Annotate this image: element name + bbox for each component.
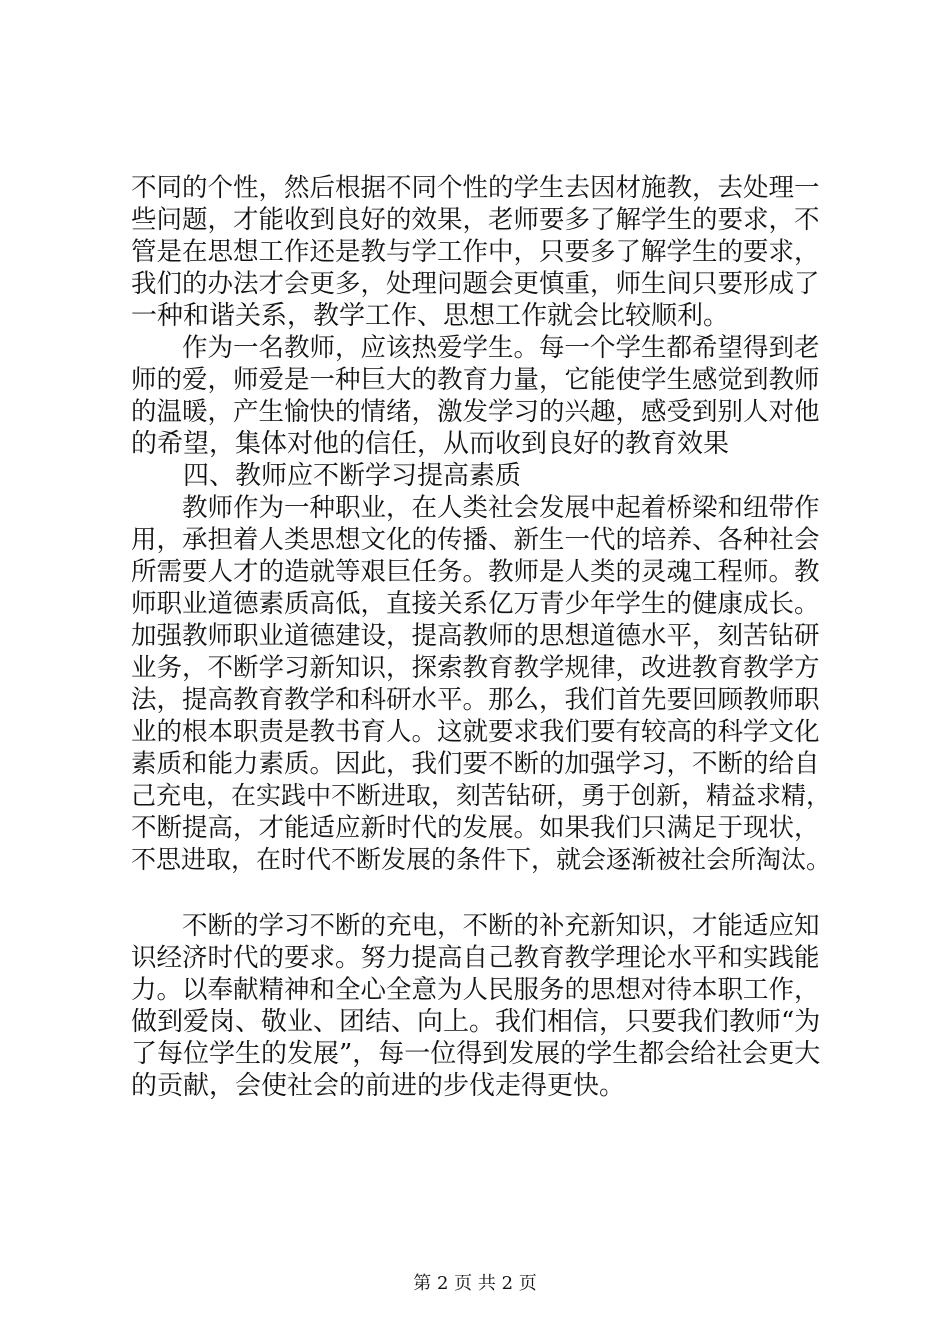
text-line: 的希望，集体对他的信任，从而收到良好的教育效果 [131, 429, 730, 459]
document-body [131, 172, 831, 1102]
text-line: 法，提高教育教学和科研水平。那么，我们首先要回顾教师职 [131, 685, 820, 715]
text-line: 力。以奉献精神和全心全意为人民服务的思想对待本职工作， [131, 975, 820, 1005]
heading-line: 四、教师应不断学习提高素质 [131, 461, 522, 491]
text-line: 素质和能力素质。因此，我们要不断的加强学习，不断的给自 [131, 749, 820, 779]
text-line: 己充电，在实践中不断进取，刻苦钻研，勇于创新，精益求精， [131, 781, 832, 810]
paragraph-4 [131, 910, 831, 1102]
text-line: 了每位学生的发展”，每一位得到发展的学生都会给社会更大 [131, 1039, 821, 1069]
text-line: 师职业道德素质高低，直接关系亿万青少年学生的健康成长。 [131, 589, 820, 619]
section-heading [131, 460, 831, 492]
text-line: 师的爱，师爱是一种巨大的教育力量，它能使学生感觉到教师 [131, 365, 820, 395]
paragraph-gap [131, 876, 831, 910]
text-line: 不思进取，在时代不断发展的条件下，就会逐渐被社会所淘汰。 [131, 845, 832, 874]
text-line: 不断的学习不断的充电，不断的补充新知识，才能适应知 [131, 911, 820, 941]
paragraph-2 [131, 332, 831, 460]
text-line: 些问题，才能收到良好的效果，老师要多了解学生的要求，不 [131, 205, 820, 235]
text-line: 一种和谐关系，教学工作、思想工作就会比较顺利。 [131, 301, 730, 331]
text-line: 不同的个性，然后根据不同个性的学生去因材施教，去处理一 [131, 173, 820, 203]
text-line: 用，承担着人类思想文化的传播、新生一代的培养、各种社会 [131, 525, 820, 555]
text-line: 业的根本职责是教书育人。这就要求我们要有较高的科学文化 [131, 717, 820, 747]
text-line: 的温暖，产生愉快的情绪，激发学习的兴趣，感受到别人对他 [131, 397, 820, 427]
paragraph-1 [131, 172, 831, 332]
page-footer: 第 2 页 共 2 页 [413, 1273, 537, 1294]
text-line: 不断提高，才能适应新时代的发展。如果我们只满足于现状， [131, 813, 820, 843]
text-line: 加强教师职业道德建设，提高教师的思想道德水平，刻苦钻研 [131, 621, 820, 651]
text-line: 作为一名教师，应该热爱学生。每一个学生都希望得到老 [131, 333, 820, 363]
text-line: 做到爱岗、敬业、团结、向上。我们相信，只要我们教师“为 [131, 1007, 821, 1037]
text-line: 业务，不断学习新知识，探索教育教学规律，改进教育教学方 [131, 653, 820, 683]
paragraph-3 [131, 492, 831, 876]
text-line: 的贡献，会使社会的前进的步伐走得更快。 [131, 1071, 626, 1101]
text-line: 识经济时代的要求。努力提高自己教育教学理论水平和实践能 [131, 943, 820, 973]
text-line: 我们的办法才会更多，处理问题会更慎重，师生间只要形成了 [131, 269, 820, 299]
text-line: 教师作为一种职业，在人类社会发展中起着桥梁和纽带作 [131, 493, 820, 523]
text-line: 所需要人才的造就等艰巨任务。教师是人类的灵魂工程师。教 [131, 557, 820, 587]
text-line: 管是在思想工作还是教与学工作中，只要多了解学生的要求， [131, 237, 820, 267]
